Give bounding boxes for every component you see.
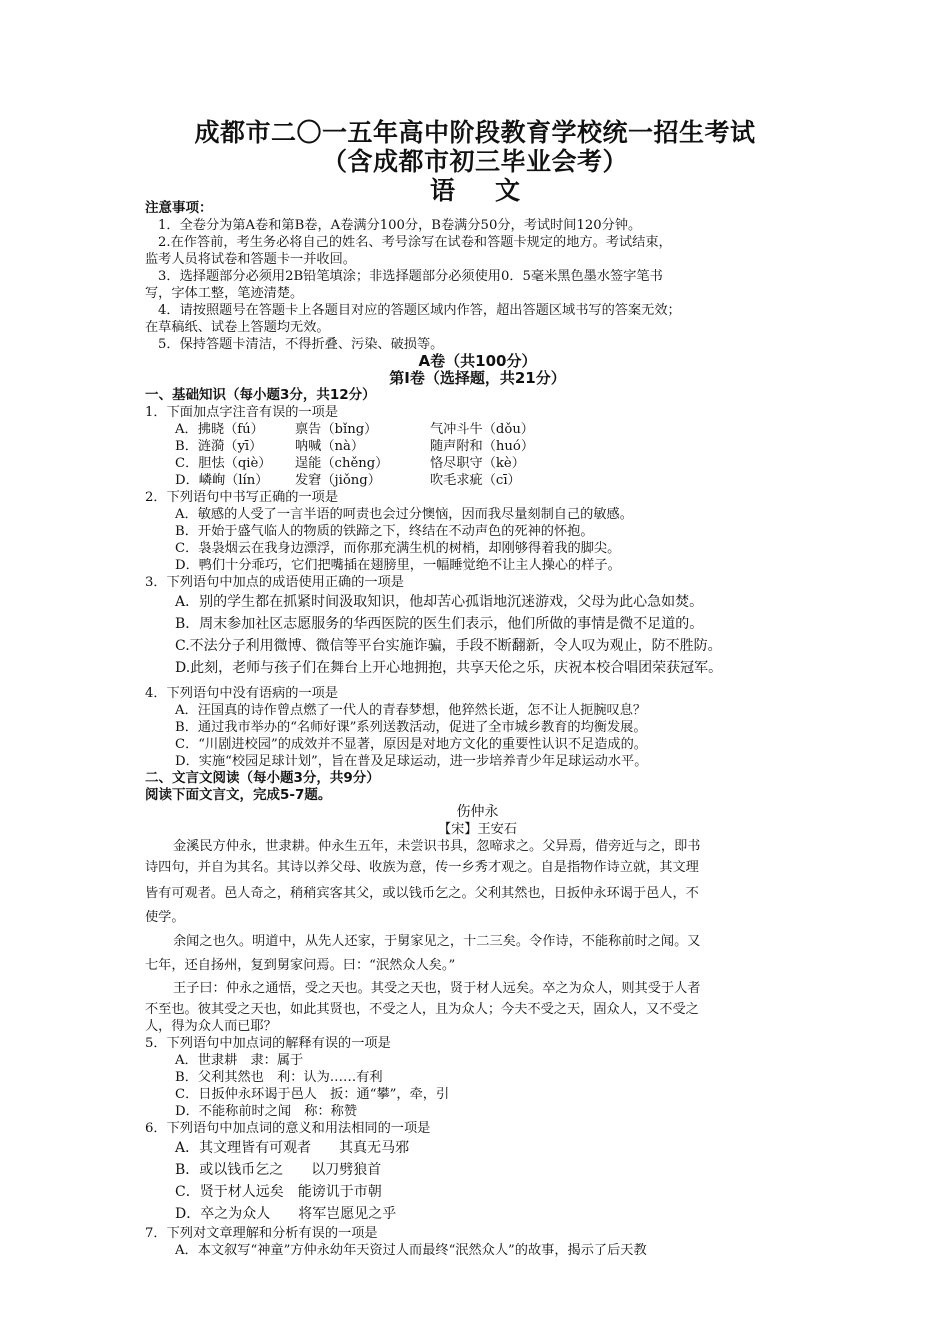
notice-item: 监考人员将试卷和答题卡一并收回。 [145, 252, 356, 267]
notice-heading: 注意事项： [145, 200, 213, 216]
title-block [0, 118, 950, 206]
notice-item: 4．请按照题号在答题卡上各题目对应的答题区域内作答，超出答题区域书写的答案无效； [158, 303, 681, 318]
exam-subtitle: （含成都市初三毕业会考） [321, 147, 628, 176]
question-4-option: A．汪国真的诗作曾点燃了一代人的青春梦想，他猝然长逝，怎不让人扼腕叹息？ [175, 703, 647, 718]
option-word: 发窘（jiǒng） [295, 473, 381, 488]
question-5-option: B．父利其然也 利：认为……有利 [175, 1070, 383, 1085]
notice-item: 1．全卷分为第A卷和第B卷，A卷满分100分，B卷满分50分，考试时间120分钟。 [158, 218, 642, 233]
section-1-heading: 一、基础知识（每小题3分，共12分） [145, 387, 376, 403]
question-4-option: B．通过我市举办的“名师好课”系列送教活动，促进了全市城乡教育的均衡发展。 [175, 720, 647, 735]
option-word: 恪尽职守（kè） [430, 456, 525, 471]
passage-line: 王子曰：仲永之通悟，受之天也。其受之天也，贤于材人远矣。卒之为众人，则其受于人者 [173, 981, 701, 996]
notice-item: 在草稿纸、试卷上答题均无效。 [145, 320, 330, 335]
question-3-option: A．别的学生都在抓紧时间汲取知识，他却苦心孤诣地沉迷游戏，父母为此心急如焚。 [175, 594, 704, 610]
option-word: C．胆怯（qiè） [175, 456, 272, 471]
passage-line: 诗四句，并自为其名。其诗以养父母、收族为意，传一乡秀才观之。自是指物作诗立就，其文理 [145, 860, 699, 875]
option-word: 禀告（bǐng） [295, 422, 378, 437]
question-1-option-row [145, 455, 810, 472]
question-3-option: C.不法分子利用微博、微信等平台实施诈骗，手段不断翻新，令人叹为观止，防不胜防。 [175, 638, 722, 654]
question-1-option-row [145, 421, 810, 438]
option-word: D．嶙峋（lín） [175, 473, 269, 488]
reading-instruction: 阅读下面文言文，完成5-7题。 [145, 787, 332, 803]
question-2-option: C．袅袅烟云在我身边漂浮，而你那充满生机的树梢，却刚够得着我的脚尖。 [175, 541, 621, 556]
question-3-stem: 3．下列语句中加点的成语使用正确的一项是 [145, 575, 404, 590]
option-word: A．拂晓（fú） [175, 422, 264, 437]
exam-content [145, 200, 810, 1259]
question-2-stem: 2．下列语句中书写正确的一项是 [145, 490, 339, 505]
question-1-stem: 1．下面加点字注音有误的一项是 [145, 405, 339, 420]
question-1-option-row [145, 438, 810, 455]
passage-title: 伤仲永 [456, 804, 499, 820]
question-5-option: C．日扳仲永环谒于邑人 扳：通“攀”，牵，引 [175, 1087, 450, 1102]
passage-line: 使学。 [145, 910, 185, 925]
section-2-heading: 二、文言文阅读（每小题3分，共9分） [145, 770, 380, 786]
passage-line: 人，得为众人而已耶？ [145, 1019, 277, 1034]
question-6-option: D．卒之为众人 将军岂愿见之乎 [175, 1206, 397, 1222]
question-5-option: A．世隶耕 隶：属于 [175, 1053, 304, 1068]
question-4-option: C．“川剧进校园”的成效并不显著，原因是对地方文化的重要性认识不足造成的。 [175, 737, 647, 752]
notice-item: 5．保持答题卡清洁，不得折叠、污染、破损等。 [158, 337, 444, 352]
notice-item: 写，字体工整，笔迹清楚。 [145, 286, 304, 301]
option-word: 逞能（chěng） [295, 456, 389, 471]
question-2-option: B．开始于盛气临人的物质的铁蹄之下，终结在不动声色的死神的怀抱。 [175, 524, 594, 539]
question-4-stem: 4．下列语句中没有语病的一项是 [145, 686, 339, 701]
option-word: 吹毛求疵（cī） [430, 473, 521, 488]
passage-line: 余闻之也久。明道中，从先人还家，于舅家见之，十二三矣。令作诗，不能称前时之闻。又 [173, 934, 701, 949]
question-6-stem: 6．下列语句中加点词的意义和用法相同的一项是 [145, 1121, 431, 1136]
option-word: 气冲斗牛（dǒu） [430, 422, 534, 437]
question-2-option: D．鸭们十分乖巧，它们把嘴插在翅膀里，一幅睡觉绝不让主人操心的样子。 [175, 558, 621, 573]
subject-title: 语文 [429, 176, 560, 205]
passage-author: 【宋】王安石 [437, 822, 518, 837]
passage-line: 不至也。彼其受之天也，如此其贤也，不受之人，且为众人；今夫不受之天，固众人，又不受之 [145, 1002, 699, 1017]
question-7-stem: 7．下列对文章理解和分析有误的一项是 [145, 1226, 378, 1241]
question-2-option: A．敏感的人受了一言半语的呵责也会过分懊恼，因而我尽量刻制自己的敏感。 [175, 507, 633, 522]
exam-title: 成都市二〇一五年高中阶段教育学校统一招生考试 [194, 118, 756, 147]
option-word: 呐喊（nà） [295, 439, 365, 454]
question-3-option: D.此刻，老师与孩子们在舞台上开心地拥抱，共享天伦之乐，庆祝本校合唱团荣获冠军。 [175, 660, 723, 676]
question-6-option: B．或以钱币乞之 以刀劈狼首 [175, 1162, 382, 1178]
question-6-option: C．贤于材人远矣 能谤讥于市朝 [175, 1184, 382, 1200]
question-4-option: D．实施“校园足球计划”，旨在普及足球运动，进一步培养青少年足球运动水平。 [175, 754, 648, 769]
passage-line: 金溪民方仲永，世隶耕。仲永生五年，未尝识书具，忽啼求之。父异焉，借旁近与之，即书 [173, 839, 701, 854]
option-word: 随声附和（huó） [430, 439, 535, 454]
notice-item: 3．选择题部分必须用2B铅笔填涂；非选择题部分必须使用0．5毫米黑色墨水签字笔书 [158, 269, 663, 284]
question-6-option: A．其文理皆有可观者 其真无马邪 [175, 1140, 410, 1156]
question-3-option: B．周末参加社区志愿服务的华西医院的医生们表示，他们所做的事情是微不足道的。 [175, 616, 704, 632]
passage-line: 七年，还自扬州，复到舅家问焉。曰：“泯然众人矣。” [145, 958, 456, 973]
option-word: B．涟漪（yī） [175, 439, 263, 454]
part-1-heading: 第Ⅰ卷（选择题，共21分） [389, 369, 566, 387]
question-5-option: D．不能称前时之闻 称：称赞 [175, 1104, 358, 1119]
notice-item: 2.在作答前，考生务必将自己的姓名、考号涂写在试卷和答题卡规定的地方。考试结束， [158, 235, 672, 250]
passage-line: 皆有可观者。邑人奇之，稍稍宾客其父，或以钱币乞之。父利其然也，日扳仲永环谒于邑人，不 [145, 886, 699, 901]
volume-a-heading: A卷（共100分） [418, 352, 537, 370]
question-5-stem: 5．下列语句中加点词的解释有误的一项是 [145, 1036, 391, 1051]
question-7-option: A．本文叙写“神童”方仲永幼年天资过人而最终“泯然众人”的故事，揭示了后天教 [175, 1243, 647, 1258]
question-1-option-row [145, 472, 810, 489]
